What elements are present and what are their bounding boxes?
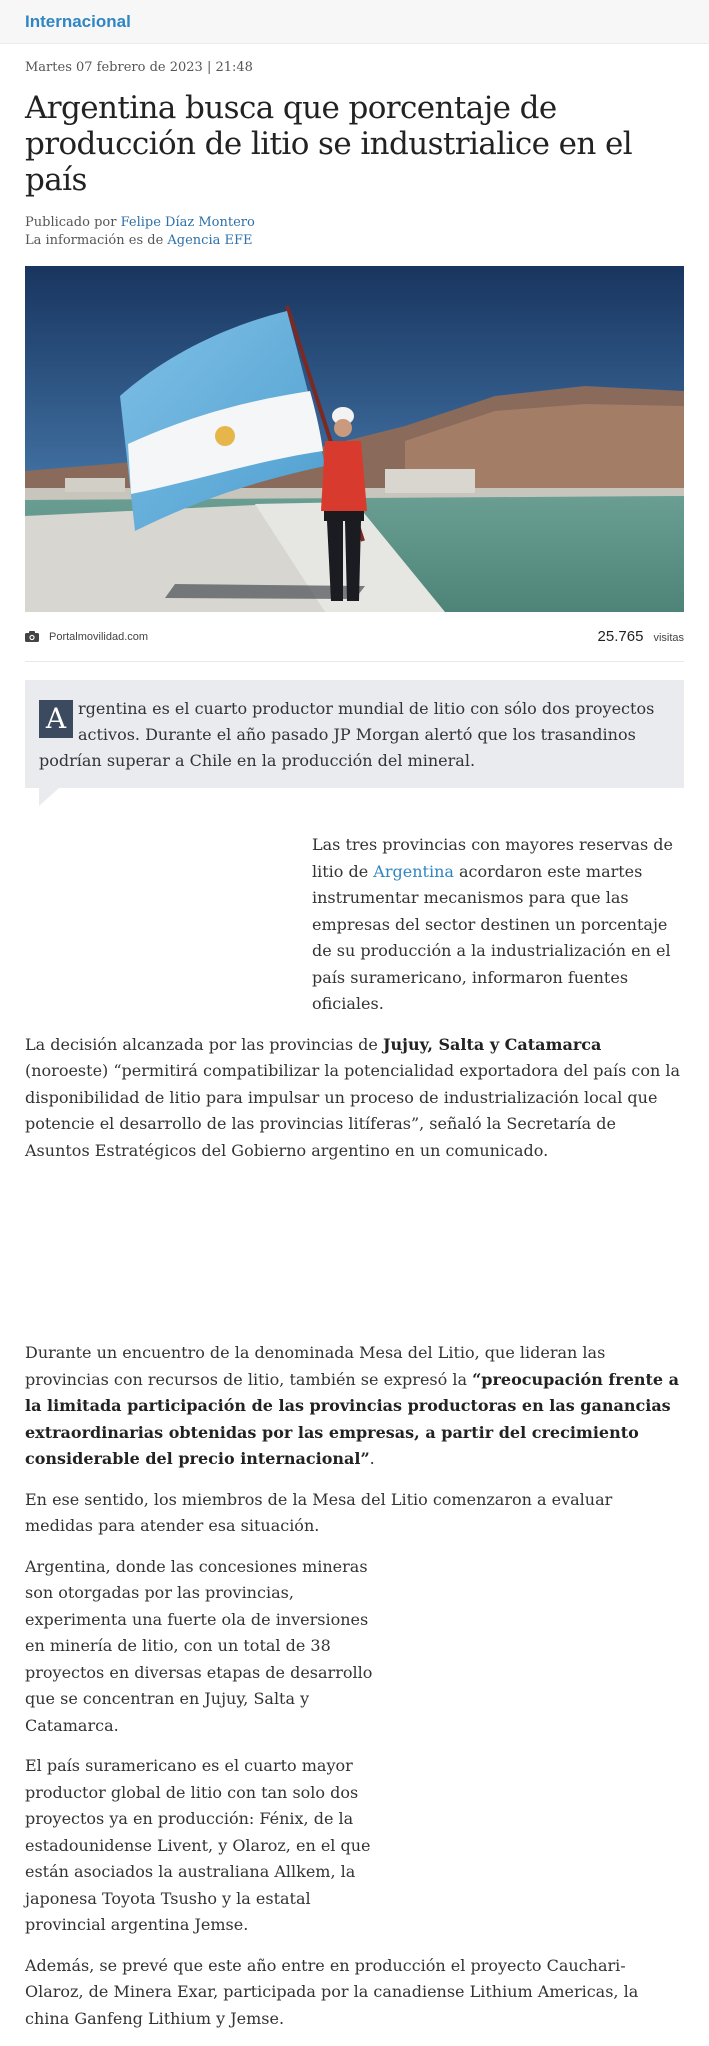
drop-cap: A (39, 700, 73, 738)
ad-placeholder-right (384, 1554, 684, 1906)
byline (25, 214, 684, 250)
published-prefix: Publicado por (25, 215, 121, 230)
visit-counter (598, 628, 684, 645)
article-date: Martes 07 febrero de 2023 | 21:48 (25, 60, 253, 75)
author-link[interactable]: Felipe Díaz Montero (120, 215, 255, 230)
visits-count: 25.765 (597, 628, 644, 645)
camera-icon (25, 631, 39, 642)
published-by (25, 214, 684, 232)
p2-text-before: La decisión alcanzada por las provincias de (25, 1034, 383, 1054)
ad-placeholder-middle (25, 1178, 684, 1340)
p1-text-after: acordaron este martes instrumentar mecanismos para que las empresas del sector destinen un porcentaje de su producción a la industrialización en el país suramericano, informaron fuentes oficiales. (312, 861, 671, 1013)
ad-placeholder-left (25, 832, 312, 1028)
paragraph-5: Argentina, donde las concesiones mineras son otorgadas por las provincias, experimenta una fuerte ola de inversiones en minería de litio, con un total de 38 proyectos en diversas etapas de desarrollo que se concentran en Jujuy, Salta y Catamarca. (25, 1556, 373, 1735)
photo-credit (25, 631, 148, 643)
paragraph-6: El país suramericano es el cuarto mayor productor global de litio con tan solo dos proyectos ya en producción: Fénix, de la estadounidense Livent, y Olaroz, en el que están asociados la australiana Allkem, la japonesa Toyota Tsusho y la estatal provincial argentina Jemse. (25, 1756, 371, 1934)
p3-bold: “preocupación frente a la limitada participación de las provincias productoras en las ganancias extraordinarias obtenidas por las empresas, a partir del crecimiento considerable del precio internacional” (25, 1369, 680, 1468)
article-summary (25, 680, 684, 788)
paragraph-4: En ese sentido, los miembros de la Mesa del Litio comenzaron a evaluar medidas para atender esa situación. (25, 1489, 613, 1535)
p1-text-before: Las tres provincias con mayores reservas de litio de (312, 835, 674, 881)
article (0, 60, 709, 2046)
summary-text: rgentina es el cuarto productor mundial de litio con sólo dos proyectos activos. Durante el año pasado JP Morgan alertó que los trasandinos podrían superar a Chile en la producción del mineral. (39, 699, 655, 770)
source-link[interactable]: Agencia EFE (167, 233, 253, 248)
article-title: Argentina busca que porcentaje de producción de litio se industrialice en el país (25, 90, 633, 198)
photo-credit-text: Portalmovilidad.com (49, 630, 149, 643)
p2-text-after: (noroeste) “permitirá compatibilizar la potencialidad exportadora del país con la disponibilidad de litio para impulsar un proceso de industrialización local que potencie el desarrollo de las provincias litíferas”, señaló la Secretaría de Asuntos Estratégicos del Gobierno argentino en un comunicado. (25, 1061, 681, 1160)
source-line (25, 232, 684, 250)
p3-text-after: . (369, 1449, 375, 1468)
hero-image (25, 266, 684, 612)
argentina-link[interactable]: Argentina (373, 861, 454, 881)
paragraph-7: Además, se prevé que este año entre en producción el proyecto Cauchari-Olaroz, de Minera Exar, participada por la canadiense Lithium Americas, la china Ganfeng Lithium y Jemse. (25, 1955, 639, 2028)
paragraph-3 (25, 1340, 684, 1473)
p2-bold: Jujuy, Salta y Catamarca (382, 1034, 602, 1054)
p3-text-before: Durante un encuentro de la denominada Mesa del Litio, que lideran las provincias con recursos de litio, también se expresó la (25, 1343, 606, 1389)
section-header (0, 0, 709, 44)
source-prefix: La información es de (25, 233, 168, 248)
photo-meta (25, 612, 684, 662)
article-body (25, 832, 684, 2046)
section-link[interactable]: Internacional (25, 11, 131, 31)
paragraph-2 (25, 1032, 684, 1165)
visits-label: visitas (653, 632, 684, 644)
hero-photo-illustration (25, 266, 684, 612)
